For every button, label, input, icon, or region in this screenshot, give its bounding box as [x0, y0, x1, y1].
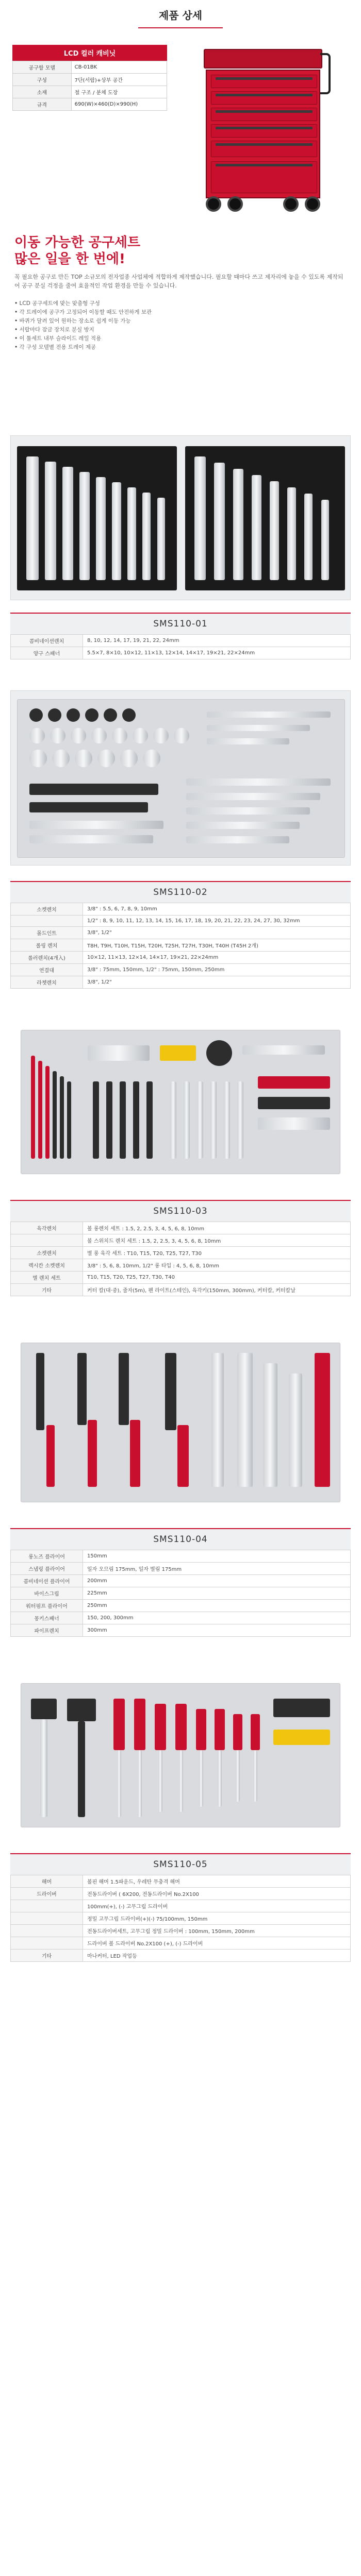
cabinet-image: [177, 45, 349, 220]
list-item: • 이 툴세트 내부 슬라이드 레일 적용: [14, 334, 347, 343]
socket: [122, 708, 136, 722]
screwdriver-shaft: [138, 1750, 142, 1817]
socket: [50, 728, 65, 743]
socket: [97, 750, 115, 767]
spec-table-5: [10, 1875, 351, 1962]
tape-measure: [206, 1040, 232, 1066]
combination-wrench: [62, 467, 73, 580]
model-band-2: [10, 881, 351, 903]
screwdriver-shaft: [236, 1750, 240, 1802]
table-row: [11, 1912, 351, 1925]
socket: [112, 728, 127, 743]
table-row: [11, 1575, 351, 1587]
spec-value: 1/2" : 8, 9, 10, 11, 12, 13, 14, 15, 16, 17, 18, 19, 20, 21, 22, 23, 24, 27, 30, 32mm: [83, 916, 351, 927]
spec-value: 100mm(+), (-) 고무그립 드라이버: [83, 1900, 351, 1912]
double-open-spanner: [233, 469, 243, 580]
spec-table-3: [10, 1222, 351, 1296]
spec-value: 3/8", 1/2": [83, 976, 351, 989]
extension-bar: [207, 711, 331, 718]
spec-key: 워터펌프 플라이어: [11, 1600, 83, 1612]
screwdriver-handle: [113, 1699, 125, 1750]
adjustable-wrench: [263, 1363, 277, 1487]
screwdriver-handle: [251, 1714, 260, 1750]
gear-wrench: [186, 807, 310, 815]
spec-value: 드라이버 볼 드라이버 No.2X100 (+), (-) 드라이버: [83, 1937, 351, 1950]
socket: [29, 708, 43, 722]
table-row: [11, 1247, 351, 1259]
screwdriver-shaft: [158, 1750, 162, 1812]
spec-key: 드라이버: [11, 1888, 83, 1900]
summary-spec-box: [12, 45, 167, 111]
spec-value: 3/8" : 5, 6, 8, 10mm, 1/2" 롱 타입 : 4, 5, 6, 8, 10mm: [83, 1259, 351, 1272]
tray-photo-2: [0, 690, 361, 866]
model-band-4: [10, 1528, 351, 1550]
list-item: • 각 구성 모델별 전용 트레이 제공: [14, 343, 347, 352]
table-row: [11, 1222, 351, 1234]
table-row: [11, 1900, 351, 1912]
intro-section: [0, 35, 361, 225]
spec-value: 150, 200, 300mm: [83, 1612, 351, 1624]
socket-bit: [146, 1081, 153, 1159]
double-open-spanner: [304, 494, 313, 580]
table-row: [11, 916, 351, 927]
cabinet-drawer: [211, 91, 317, 105]
model-name: SMS110-01: [153, 619, 208, 629]
led-work-light: [273, 1699, 330, 1717]
ratchet-wrench: [29, 802, 148, 812]
spec-value: 5.5×7, 8×10, 10×12, 11×13, 12×14, 14×17, 19×21, 22×24mm: [83, 647, 351, 659]
combination-wrench: [157, 498, 165, 580]
table-row: [11, 1925, 351, 1937]
socket-bit: [120, 1081, 126, 1159]
spec-key: 스냅링 플라이어: [11, 1563, 83, 1575]
spec-key: 소켓렌치: [11, 903, 83, 916]
bit-holder: [258, 1097, 330, 1109]
spec-table-1: [10, 634, 351, 659]
spec-key: [11, 1925, 83, 1937]
cabinet-wheel: [283, 196, 299, 212]
table-row: [11, 635, 351, 647]
model-band-5: [10, 1853, 351, 1875]
spec-key: 바이스그립: [11, 1587, 83, 1600]
cutter-knife: [160, 1045, 196, 1061]
tray-photo-4: [0, 1337, 361, 1507]
spec-value: 마나커터, LED 작업등: [83, 1950, 351, 1962]
spec-key: 콤비네이션 플라이어: [11, 1575, 83, 1587]
torx-bit: [184, 1081, 190, 1159]
vise-grip: [165, 1353, 176, 1430]
bit-holder: [258, 1076, 330, 1089]
pipe-wrench: [315, 1353, 330, 1487]
cabinet-top-chest: [204, 49, 322, 69]
list-item: • 서랍마다 잠금 장치로 분실 방지: [14, 326, 347, 334]
table-row: [11, 939, 351, 952]
table-row: [11, 1284, 351, 1296]
bit-holder: [258, 1117, 330, 1130]
gear-wrench: [186, 836, 289, 843]
cabinet-wheel: [227, 196, 243, 212]
pliers-handle: [130, 1420, 140, 1487]
socket: [29, 750, 47, 767]
tray-photo-3: [0, 1025, 361, 1179]
table-row: [13, 98, 167, 111]
spec-key: [11, 1912, 83, 1925]
water-pump-pliers: [211, 1353, 224, 1487]
tray-photo-5: [0, 1678, 361, 1833]
screwdriver-shaft: [179, 1750, 183, 1812]
table-row: [11, 1563, 351, 1575]
spec-key: 해머: [11, 1875, 83, 1888]
tool-cabinet-illustration: [199, 45, 327, 220]
table-row: [13, 61, 167, 74]
dead-blow-hammer-head: [67, 1699, 96, 1721]
socket-tray: [10, 690, 351, 866]
table-row: [11, 1259, 351, 1272]
socket: [174, 728, 189, 743]
pliers-tray: [10, 1337, 351, 1507]
ratchet-wrench: [29, 784, 158, 795]
torx-bit: [197, 1081, 203, 1159]
cabinet-body: [206, 70, 320, 198]
table-row: [11, 1234, 351, 1247]
spec-value: 7단(서랍)+상부 공간: [71, 74, 167, 86]
spec-table-2: [10, 903, 351, 989]
extension-bar: [207, 725, 310, 731]
table-row: [11, 952, 351, 964]
spec-value: 150mm: [83, 1550, 351, 1563]
table-row: [11, 1272, 351, 1284]
gear-wrench: [186, 778, 331, 786]
spec-key: 규격: [13, 98, 72, 111]
table-row: [11, 1624, 351, 1637]
screwdriver-shaft: [199, 1750, 203, 1807]
spec-key: [11, 1234, 83, 1247]
hammer-screwdriver-tray: [10, 1678, 351, 1833]
cabinet-drawer: [211, 161, 317, 193]
gear-wrench: [186, 822, 300, 829]
socket: [52, 750, 70, 767]
slogan-headline-1: 이동 가능한 공구세트: [14, 235, 141, 250]
table-row: [11, 1875, 351, 1888]
hex-key: [67, 1081, 71, 1159]
hex-key: [31, 1056, 35, 1159]
cabinet-wheel: [305, 196, 320, 212]
combination-wrench: [96, 477, 106, 580]
ball-pein-hammer-head: [31, 1699, 57, 1719]
adjustable-wrench: [289, 1374, 302, 1487]
wrench-tray: [10, 435, 351, 600]
spec-value: 690(W)×460(D)×990(H): [71, 98, 167, 111]
screwdriver-shaft: [218, 1750, 222, 1807]
pliers-handle: [177, 1425, 189, 1487]
socket: [67, 708, 80, 722]
spec-key: [11, 1937, 83, 1950]
spec-value: T10, T15, T20, T25, T27, T30, T40: [83, 1272, 351, 1284]
spec-value: 3/8" : 75mm, 150mm, 1/2" : 75mm, 150mm, 250mm: [83, 964, 351, 976]
table-row: [11, 1600, 351, 1612]
utility-knife: [88, 1045, 150, 1061]
socket: [85, 708, 99, 722]
cabinet-drawer: [211, 75, 317, 88]
combination-pliers: [119, 1353, 129, 1425]
list-item: • 바퀴가 달려 있어 원하는 장소로 쉽게 이동 가능: [14, 317, 347, 326]
spec-key: [11, 1900, 83, 1912]
spec-value: 철 구조 / 분체 도장: [71, 86, 167, 98]
socket-bit: [93, 1081, 99, 1159]
combination-wrench: [142, 493, 151, 580]
spec-key: 롤러렌치(4개入): [11, 952, 83, 964]
spec-value: T8H, T9H, T10H, T15H, T20H, T25H, T27H, T30H, T40H (T45H 2개): [83, 939, 351, 952]
table-row: [11, 976, 351, 989]
model-band-1: [10, 613, 351, 634]
cabinet-drawer: [211, 141, 317, 157]
table-row: [13, 86, 167, 98]
cutter: [273, 1730, 330, 1745]
spec-key: 롱노즈 플라이어: [11, 1550, 83, 1563]
spec-key: 연결대: [11, 964, 83, 976]
list-item: • LCD 공구세트에 맞는 맞춤형 구성: [14, 299, 347, 308]
spec-value: 볼 스위치드 렌치 세트 : 1.5, 2, 2.5, 3, 4, 5, 6, 8, 10mm: [83, 1234, 351, 1247]
socket: [91, 728, 107, 743]
spec-key: 육각렌치: [11, 1222, 83, 1234]
hammer-handle: [78, 1721, 85, 1817]
summary-spec-title: LCD 컬러 캐비닛: [12, 45, 167, 61]
spec-value: 250mm: [83, 1600, 351, 1612]
model-name: SMS110-03: [153, 1206, 208, 1216]
gear-wrench: [29, 821, 163, 829]
table-row: [11, 903, 351, 916]
socket-bit: [106, 1081, 112, 1159]
spec-key: [11, 916, 83, 927]
double-open-spanner: [270, 481, 279, 580]
spec-value: 커터 칼(대·중), 줄자(5m), 펜 라이트(스테인), 육각키(150mm, 300mm), 커터칼, 커터칼날: [83, 1284, 351, 1296]
socket: [48, 708, 61, 722]
spec-key: 별 렌치 세트: [11, 1272, 83, 1284]
spec-value: 225mm: [83, 1587, 351, 1600]
spec-key: 몽키스패너: [11, 1612, 83, 1624]
hammer-handle: [40, 1719, 47, 1817]
slogan-headline-2: 많은 일을 한 번에!: [14, 251, 125, 267]
hex-key: [60, 1076, 64, 1159]
screwdriver-handle: [175, 1704, 187, 1750]
spec-key: 구성: [13, 74, 72, 86]
socket: [75, 750, 92, 767]
double-open-spanner: [287, 487, 296, 580]
model-band-3: [10, 1200, 351, 1222]
screwdriver-handle: [233, 1714, 242, 1750]
screwdriver-shaft: [117, 1750, 121, 1817]
slogan-section: [0, 225, 361, 293]
pliers-handle: [88, 1420, 97, 1487]
pen-light: [242, 1045, 325, 1055]
spec-key: 몰드인트: [11, 927, 83, 939]
spec-key: 소켓렌치: [11, 1247, 83, 1259]
socket: [143, 750, 160, 767]
gear-wrench: [29, 835, 153, 843]
screwdriver-handle: [155, 1704, 166, 1750]
spec-value: 10×12, 11×13, 12×14, 14×17, 19×21, 22×24mm: [83, 952, 351, 964]
combination-wrench: [26, 456, 39, 580]
spec-value: 200mm: [83, 1575, 351, 1587]
hex-key-tray: [10, 1025, 351, 1179]
socket: [29, 728, 45, 743]
double-open-spanner: [194, 456, 206, 580]
combination-wrench: [112, 482, 121, 580]
spec-key: 콤비네이션렌치: [11, 635, 83, 647]
cabinet-handle: [320, 53, 331, 94]
spec-value: 볼핀 해머 1.5파운드, 우레탄 무충격 해머: [83, 1875, 351, 1888]
torx-bit: [210, 1081, 217, 1159]
spec-value: 별 롱 육각 세트 : T10, T15, T20, T25, T27, T30: [83, 1247, 351, 1259]
spec-value: 300mm: [83, 1624, 351, 1637]
screwdriver-shaft: [253, 1750, 257, 1802]
feature-list: [0, 293, 361, 358]
extension-bar: [207, 738, 289, 744]
spec-key: 소재: [13, 86, 72, 98]
spec-key: 파이프렌치: [11, 1624, 83, 1637]
model-name: SMS110-02: [153, 887, 208, 897]
table-row: [13, 74, 167, 86]
cabinet-wheel: [206, 196, 221, 212]
spec-value: 일자 오므림 175mm, 일자 벌림 175mm: [83, 1563, 351, 1575]
torx-bit: [224, 1081, 230, 1159]
spec-value: 3/8", 1/2": [83, 927, 351, 939]
combination-wrench: [45, 462, 56, 580]
summary-spec-table: [12, 61, 167, 111]
combination-wrench: [79, 472, 90, 580]
snap-ring-pliers: [77, 1353, 87, 1425]
spec-value: 전동드라이버 ( 6X200, 전동드라이버 No.2X100: [83, 1888, 351, 1900]
cabinet-drawer: [211, 108, 317, 121]
spec-value: 8, 10, 12, 14, 17, 19, 21, 22, 24mm: [83, 635, 351, 647]
adjustable-wrench: [237, 1353, 253, 1487]
spec-value: 3/8" : 5.5, 6, 7, 8, 9, 10mm: [83, 903, 351, 916]
spec-value: 정밀 고무그립 드라이버(+)(-) 75/100mm, 150mm: [83, 1912, 351, 1925]
spec-key: 렉시칸 소켓렌치: [11, 1259, 83, 1272]
page-title: 제품 상세: [138, 7, 223, 28]
list-item: • 각 트레이에 공구가 고정되어 이동할 때도 안전하게 보관: [14, 308, 347, 317]
page-header: [0, 0, 361, 35]
tray-photo-1: [0, 435, 361, 600]
spec-key: 라쳇렌치: [11, 976, 83, 989]
cabinet-drawer: [211, 124, 317, 138]
torx-bit: [237, 1081, 243, 1159]
socket: [71, 728, 86, 743]
spec-key: 기타: [11, 1950, 83, 1962]
long-nose-pliers: [36, 1353, 44, 1430]
spec-key: 공구함 모델: [13, 61, 72, 74]
hex-key: [53, 1071, 57, 1159]
spec-key: 롤링 렌치: [11, 939, 83, 952]
double-open-spanner: [321, 500, 329, 580]
table-row: [11, 927, 351, 939]
table-row: [11, 964, 351, 976]
torx-bit: [170, 1081, 176, 1159]
screwdriver-handle: [196, 1709, 206, 1750]
model-name: SMS110-04: [153, 1534, 208, 1545]
socket: [120, 750, 138, 767]
double-open-spanner: [252, 475, 261, 580]
table-row: [11, 1937, 351, 1950]
double-open-spanner: [214, 463, 225, 580]
hex-key: [38, 1061, 42, 1159]
model-name: SMS110-05: [153, 1859, 208, 1870]
spec-table-4: [10, 1550, 351, 1637]
spec-value: 볼 롱렌치 세트 : 1.5, 2, 2.5, 3, 4, 5, 6, 8, 10mm: [83, 1222, 351, 1234]
table-row: [11, 1587, 351, 1600]
socket: [153, 728, 169, 743]
product-description: 꼭 필요한 공구로 만든 TOP 소규모의 전자업종 사업체에 적합하게 제작했습니다. 필요할 때마다 쓰고 제자리에 놓을 수 있도록 제작되어 공구 분실 걱정을 줄여 효율적인 작업 환경을 만들 수 있습니다.: [14, 274, 343, 289]
spec-value: CB-01BK: [71, 61, 167, 74]
screwdriver-handle: [134, 1699, 145, 1750]
socket: [133, 728, 148, 743]
table-row: [11, 1550, 351, 1563]
table-row: [11, 1612, 351, 1624]
spec-value: 전동드라이버세트, 고무그립 정밀 드라이버 : 100mm, 150mm, 200mm: [83, 1925, 351, 1937]
spec-key: 양구 스패너: [11, 647, 83, 659]
pliers-handle: [46, 1425, 55, 1487]
hex-key: [45, 1066, 50, 1159]
spec-key: 기타: [11, 1284, 83, 1296]
combination-wrench: [127, 487, 136, 580]
socket-bit: [133, 1081, 139, 1159]
table-row: [11, 1888, 351, 1900]
table-row: [11, 647, 351, 659]
gear-wrench: [186, 793, 320, 800]
socket: [104, 708, 117, 722]
table-row: [11, 1950, 351, 1962]
screwdriver-handle: [215, 1709, 225, 1750]
